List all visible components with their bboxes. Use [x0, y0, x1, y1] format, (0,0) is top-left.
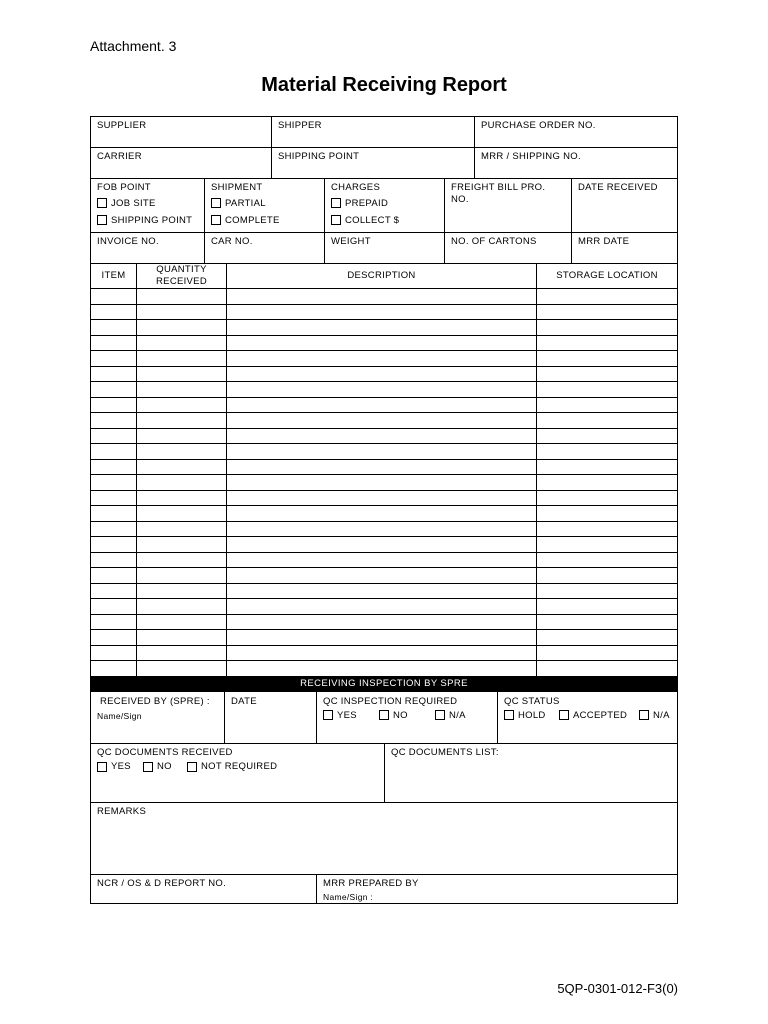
table-row-line: [90, 490, 678, 491]
remarks-label: REMARKS: [97, 806, 147, 817]
date-received-label: DATE RECEIVED: [578, 182, 658, 193]
description-column-header: DESCRIPTION: [347, 270, 416, 281]
table-row-line: [90, 412, 678, 413]
qc-status-na-label: N/A: [653, 710, 670, 721]
qc-status-accepted-label: ACCEPTED: [573, 710, 628, 721]
table-row-line: [90, 567, 678, 568]
table-row-line: [90, 536, 678, 537]
qc-required-no-label: NO: [393, 710, 408, 721]
qc-required-yes-label: YES: [337, 710, 357, 721]
document-code: 5QP-0301-012-F3(0): [557, 981, 678, 996]
prepaid-label: PREPAID: [345, 198, 389, 209]
shipment-label: SHIPMENT: [211, 182, 263, 193]
divider: [324, 178, 325, 263]
purchase-order-label: PURCHASE ORDER NO.: [481, 120, 596, 131]
fob-point-label: FOB POINT: [97, 182, 151, 193]
complete-label: COMPLETE: [225, 215, 280, 226]
charges-label: CHARGES: [331, 182, 381, 193]
prepared-name-sign-label: Name/Sign :: [323, 892, 374, 902]
partial-label: PARTIAL: [225, 198, 266, 209]
qc-required-no-checkbox[interactable]: [379, 710, 389, 720]
divider: [90, 288, 678, 289]
divider: [316, 874, 317, 904]
table-row-line: [90, 474, 678, 475]
qc-docs-no-checkbox[interactable]: [143, 762, 153, 772]
shipper-label: SHIPPER: [278, 120, 322, 131]
table-row-line: [90, 381, 678, 382]
divider: [444, 178, 445, 263]
divider: [90, 147, 678, 148]
item-column-header: ITEM: [101, 270, 126, 281]
qc-docs-yes-label: YES: [111, 761, 131, 772]
job-site-checkbox[interactable]: [97, 198, 107, 208]
qc-docs-list-label: QC DOCUMENTS LIST:: [391, 747, 499, 758]
ncr-report-label: NCR / OS & D REPORT NO.: [97, 878, 227, 889]
complete-checkbox[interactable]: [211, 215, 221, 225]
page-title: Material Receiving Report: [261, 74, 507, 96]
carrier-label: CARRIER: [97, 151, 142, 162]
inspection-bar: RECEIVING INSPECTION BY SPRE: [91, 676, 677, 692]
divider: [497, 692, 498, 743]
qc-docs-received-label: QC DOCUMENTS RECEIVED: [97, 747, 233, 758]
qc-required-yes-checkbox[interactable]: [323, 710, 333, 720]
qc-docs-yes-checkbox[interactable]: [97, 762, 107, 772]
qc-status-hold-checkbox[interactable]: [504, 710, 514, 720]
qc-docs-no-label: NO: [157, 761, 172, 772]
qc-status-label: QC STATUS: [504, 696, 560, 707]
shipping-point-option-label: SHIPPING POINT: [111, 215, 193, 226]
table-row-line: [90, 629, 678, 630]
divider: [316, 692, 317, 743]
qc-docs-not-required-checkbox[interactable]: [187, 762, 197, 772]
mrr-prepared-by-label: MRR PREPARED BY: [323, 878, 419, 889]
table-row-line: [90, 443, 678, 444]
weight-label: WEIGHT: [331, 236, 371, 247]
table-row-line: [90, 505, 678, 506]
divider: [90, 232, 678, 233]
mrr-date-label: MRR DATE: [578, 236, 630, 247]
divider: [384, 743, 385, 802]
divider: [204, 178, 205, 263]
table-row-line: [90, 614, 678, 615]
table-row-line: [90, 335, 678, 336]
table-row-line: [90, 583, 678, 584]
attachment-label: Attachment. 3: [90, 38, 177, 54]
inspection-date-label: DATE: [231, 696, 257, 707]
prepaid-checkbox[interactable]: [331, 198, 341, 208]
divider: [90, 802, 678, 803]
table-row-line: [90, 304, 678, 305]
qc-required-label: QC INSPECTION REQUIRED: [323, 696, 458, 707]
invoice-label: INVOICE NO.: [97, 236, 159, 247]
quantity-column-header-line1: QUANTITY: [156, 264, 207, 275]
freight-bill-label-line1: FREIGHT BILL PRO.: [451, 182, 546, 193]
car-no-label: CAR NO.: [211, 236, 253, 247]
collect-checkbox[interactable]: [331, 215, 341, 225]
table-row-line: [90, 521, 678, 522]
freight-bill-label-line2: NO.: [451, 194, 469, 205]
mrr-shipping-label: MRR / SHIPPING NO.: [481, 151, 581, 162]
divider: [224, 692, 225, 743]
qc-status-na-checkbox[interactable]: [639, 710, 649, 720]
shipping-point-label: SHIPPING POINT: [278, 151, 360, 162]
collect-label: COLLECT $: [345, 215, 400, 226]
table-row-line: [90, 366, 678, 367]
divider: [90, 178, 678, 179]
table-row-line: [90, 397, 678, 398]
quantity-column-header-line2: RECEIVED: [156, 276, 207, 287]
table-row-line: [90, 319, 678, 320]
cartons-label: NO. OF CARTONS: [451, 236, 537, 247]
qc-docs-not-required-label: NOT REQUIRED: [201, 761, 278, 772]
qc-required-na-checkbox[interactable]: [435, 710, 445, 720]
supplier-label: SUPPLIER: [97, 120, 147, 131]
job-site-label: JOB SITE: [111, 198, 156, 209]
divider: [90, 874, 678, 875]
storage-location-column-header: STORAGE LOCATION: [556, 270, 658, 281]
table-row-line: [90, 645, 678, 646]
qc-required-na-label: N/A: [449, 710, 466, 721]
name-sign-label: Name/Sign: [97, 711, 142, 721]
divider: [571, 178, 572, 263]
shipping-point-checkbox[interactable]: [97, 215, 107, 225]
table-row-line: [90, 459, 678, 460]
table-row-line: [90, 428, 678, 429]
received-by-label: RECEIVED BY (SPRE) :: [100, 696, 210, 707]
partial-checkbox[interactable]: [211, 198, 221, 208]
table-row-line: [90, 552, 678, 553]
table-row-line: [90, 660, 678, 661]
table-row-line: [90, 350, 678, 351]
qc-status-hold-label: HOLD: [518, 710, 546, 721]
table-row-line: [90, 598, 678, 599]
qc-status-accepted-checkbox[interactable]: [559, 710, 569, 720]
